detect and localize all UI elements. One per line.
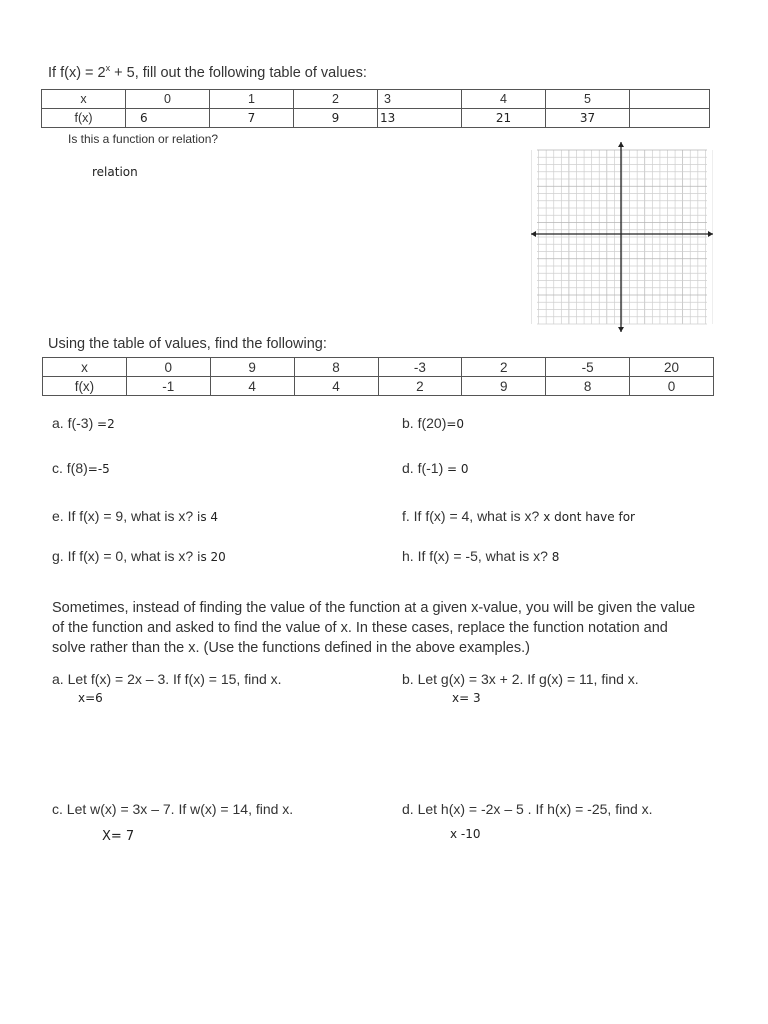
table-row (43, 358, 714, 377)
table-row (42, 90, 710, 109)
table-cell: 8 (294, 358, 378, 377)
table-cell: 4 (462, 90, 546, 109)
table-cell: 20 (630, 358, 714, 377)
problem-b: b. Let g(x) = 3x + 2. If g(x) = 11, find x. (402, 671, 639, 687)
function-question: Is this a function or relation? (68, 132, 219, 146)
section2-title: Using the table of values, find the following: (48, 336, 327, 352)
table-cell: 9 (210, 358, 294, 377)
table-row (42, 109, 710, 128)
table-cell: 1 (210, 90, 294, 109)
paragraph-line: of the function and asked to find the value of x. In these cases, replace the function notation and (52, 620, 668, 636)
table-cell: 7 (210, 109, 294, 128)
table-cell: 0 (126, 358, 210, 377)
problem-a: a. Let f(x) = 2x – 3. If f(x) = 15, find x. (52, 671, 282, 687)
question-a: a. f(-3) =2 (52, 415, 115, 431)
table-cell (630, 90, 710, 109)
paragraph-line: solve rather than the x. (Use the functions defined in the above examples.) (52, 640, 530, 656)
function-answer: relation (92, 165, 138, 179)
table-cell: 2 (462, 358, 546, 377)
table-cell: 3 (378, 90, 462, 109)
table-cell: 8 (546, 377, 630, 396)
question-d: d. f(-1) = 0 (402, 460, 469, 476)
instructions-paragraph (52, 598, 695, 658)
table-cell: 5 (546, 90, 630, 109)
table-cell: f(x) (42, 109, 126, 128)
question-b: b. f(20)=0 (402, 415, 465, 431)
table-cell: 2 (378, 377, 462, 396)
table-cell: x (42, 90, 126, 109)
values-table-2 (42, 357, 714, 396)
table-cell: x (43, 358, 127, 377)
table-row (43, 377, 714, 396)
problem-d: d. Let h(x) = -2x – 5 . If h(x) = -25, find x. (402, 801, 653, 817)
question-g: g. If f(x) = 0, what is x? is 20 (52, 548, 226, 564)
table-cell: 37 (546, 109, 630, 128)
table-cell: 4 (294, 377, 378, 396)
problem-c: c. Let w(x) = 3x – 7. If w(x) = 14, find x. (52, 801, 294, 817)
table-cell: 2 (294, 90, 378, 109)
table-cell (630, 109, 710, 128)
question-f: f. If f(x) = 4, what is x? x dont have for (402, 508, 635, 524)
table-cell: 21 (462, 109, 546, 128)
coordinate-grid (531, 142, 713, 332)
table-cell: 9 (462, 377, 546, 396)
problem-b-answer: x= 3 (452, 691, 481, 705)
table-cell: -1 (126, 377, 210, 396)
values-table-1 (41, 89, 710, 128)
problem-a-answer: x=6 (78, 691, 103, 705)
problem-c-answer: X= 7 (102, 829, 135, 844)
question-h: h. If f(x) = -5, what is x? 8 (402, 548, 560, 564)
table-cell: 0 (630, 377, 714, 396)
table-cell: 0 (126, 90, 210, 109)
table-cell: 9 (294, 109, 378, 128)
question-c: c. f(8)=-5 (52, 460, 110, 476)
table-cell: f(x) (43, 377, 127, 396)
table-cell: 13 (378, 109, 462, 128)
problem-d-answer: x -10 (450, 827, 481, 841)
paragraph-line: Sometimes, instead of finding the value of the function at a given x-value, you will be given the value (52, 600, 696, 616)
question-e: e. If f(x) = 9, what is x? is 4 (52, 508, 219, 524)
table-cell: -5 (546, 358, 630, 377)
table-cell: 4 (210, 377, 294, 396)
table-cell: 6 (126, 109, 210, 128)
section1-title: If $f(x) = 2^x + 5$, fill out the following table of values: (48, 63, 367, 81)
table-cell: -3 (378, 358, 462, 377)
